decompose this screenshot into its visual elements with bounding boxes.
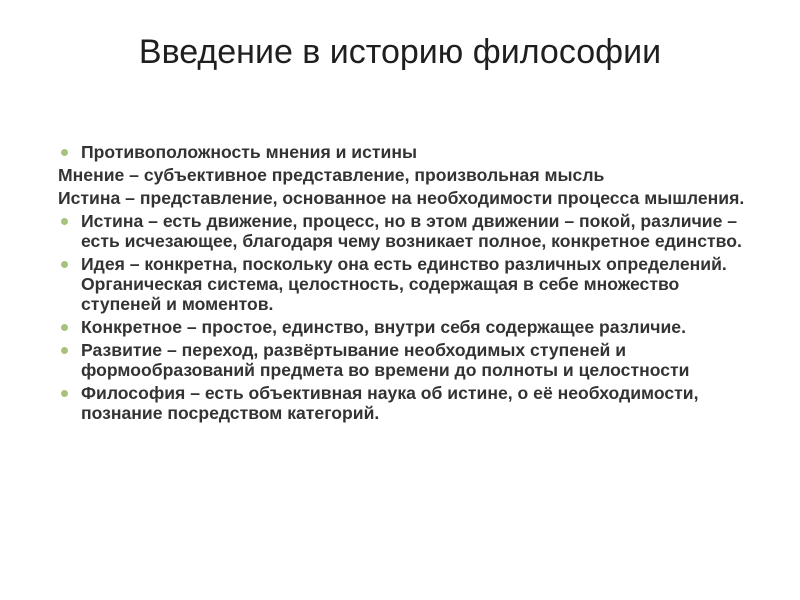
- bullet-icon: [61, 324, 68, 331]
- list-item-text: Истина – представление, основанное на необходимости процесса мышления.: [58, 188, 745, 208]
- bullet-icon: [61, 149, 68, 156]
- list-item: [58, 383, 758, 423]
- slide-title: Введение в историю философии: [138, 33, 662, 71]
- bullet-icon: [61, 390, 68, 397]
- list-item: [58, 142, 758, 162]
- bullet-icon: [61, 347, 68, 354]
- bullet-icon: [61, 218, 68, 225]
- list-item: [58, 165, 758, 185]
- list-item-text: Философия – есть объективная наука об истине, о её необходимости, познание посредством категорий.: [81, 383, 699, 423]
- list-item: [58, 254, 758, 314]
- bullet-icon: [61, 261, 68, 268]
- list-item-text: Идея – конкретна, поскольку она есть единство различных определений. Органическая система, целостность, содержащая в себе множество ступеней и моментов.: [81, 254, 727, 314]
- list-item: [58, 188, 758, 208]
- list-item-text: Мнение – субъективное представление, произвольная мысль: [58, 165, 605, 185]
- slide-content: [58, 142, 758, 426]
- list-item: [58, 317, 758, 337]
- list-item-text: Истина – есть движение, процесс, но в этом движении – покой, различие – есть исчезающее, благодаря чему возникает полное, конкретное единство.: [81, 211, 742, 251]
- list-item: [58, 340, 758, 380]
- list-item-text: Конкретное – простое, единство, внутри себя содержащее различие.: [81, 317, 686, 337]
- list-item: [58, 211, 758, 251]
- list-item-text: Противоположность мнения и истины: [81, 142, 417, 162]
- list-item-text: Развитие – переход, развёртывание необходимых ступеней и формообразований предмета во времени до полноты и целостности: [81, 340, 690, 380]
